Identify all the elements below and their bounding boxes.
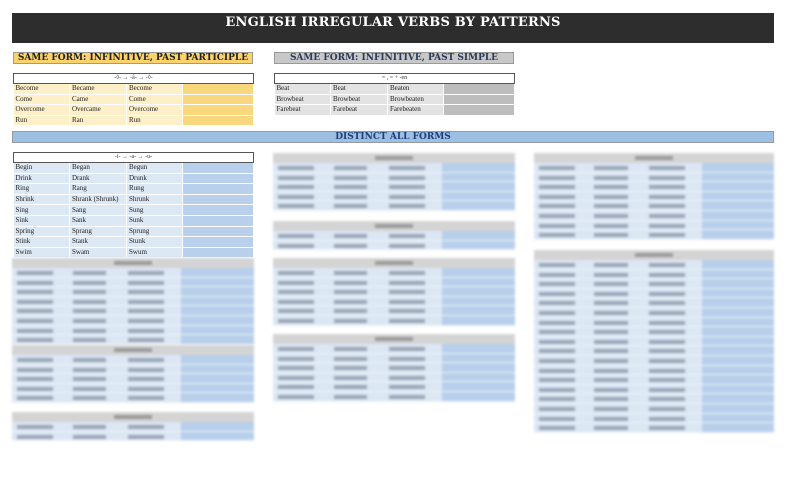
infinitive-cell: Become [14, 84, 70, 95]
past-participle-cell: Begun [127, 163, 183, 174]
blurred-table [273, 221, 515, 250]
table-row [14, 215, 254, 226]
past-simple-cell: Beat [331, 84, 388, 95]
blurred-table [12, 412, 254, 441]
past-simple-cell: Stank [70, 237, 127, 248]
past-participle-cell: Beaten [388, 84, 444, 95]
empty-cell [183, 173, 254, 184]
past-simple-cell: Overcame [70, 105, 127, 116]
empty-cell [183, 215, 254, 226]
past-simple-cell: Farebeat [331, 105, 388, 115]
blurred-row [12, 287, 254, 297]
table-row [14, 194, 254, 205]
past-participle-cell: Sprung [127, 226, 183, 237]
blurred-row [534, 394, 774, 404]
past-participle-cell: Run [127, 115, 183, 125]
past-participle-cell: Drunk [127, 173, 183, 184]
blurred-row [273, 241, 515, 251]
blurred-row [12, 306, 254, 316]
blurred-row [534, 182, 774, 192]
empty-cell [444, 94, 515, 105]
infinitive-cell: Begin [14, 163, 70, 174]
blurred-row [534, 366, 774, 376]
past-simple-cell: Shrank (Shrunk) [70, 194, 127, 205]
table-row [14, 184, 254, 195]
blurred-header [12, 258, 254, 268]
section-heading-inf-ps: SAME FORM: INFINITIVE, PAST SIMPLE [274, 52, 514, 64]
blurred-header [534, 153, 774, 163]
section-heading-inf-pp: SAME FORM: INFINITIVE, PAST PARTICIPLE [13, 52, 253, 64]
past-simple-cell: Became [70, 84, 127, 95]
blurred-header [534, 250, 774, 260]
blurred-row [273, 173, 515, 183]
past-participle-cell: Overcome [127, 105, 183, 116]
blurred-row [12, 432, 254, 442]
past-participle-cell: Sunk [127, 215, 183, 226]
empty-cell [444, 84, 515, 95]
infinitive-cell: Sink [14, 215, 70, 226]
blurred-row [12, 268, 254, 278]
past-simple-cell: Rang [70, 184, 127, 195]
blurred-row [12, 384, 254, 394]
blurred-row [273, 182, 515, 192]
past-simple-cell: Sprang [70, 226, 127, 237]
blurred-row [534, 337, 774, 347]
past-participle-cell: Shrunk [127, 194, 183, 205]
blurred-row [12, 278, 254, 288]
blurred-row [273, 316, 515, 326]
blurred-table [534, 153, 774, 240]
table-row [14, 94, 254, 105]
blurred-row [534, 201, 774, 211]
blurred-header [273, 258, 515, 268]
blurred-row [273, 163, 515, 173]
blurred-header [273, 153, 515, 163]
table-row [14, 205, 254, 216]
blurred-row [534, 221, 774, 231]
blurred-row [273, 192, 515, 202]
blurred-row [534, 318, 774, 328]
blurred-row [534, 163, 774, 173]
blurred-row [273, 306, 515, 316]
infinitive-cell: Beat [275, 84, 331, 95]
past-participle-cell: Sung [127, 205, 183, 216]
blurred-row [273, 344, 515, 354]
empty-cell [183, 194, 254, 205]
table-row [14, 84, 254, 95]
past-simple-cell: Began [70, 163, 127, 174]
infinitive-cell: Come [14, 94, 70, 105]
table-row [14, 247, 254, 257]
past-simple-cell: Sang [70, 205, 127, 216]
blurred-row [273, 287, 515, 297]
past-participle-cell: Rung [127, 184, 183, 195]
infinitive-cell: Spring [14, 226, 70, 237]
blurred-row [273, 231, 515, 241]
blurred-row [12, 374, 254, 384]
past-participle-cell: Become [127, 84, 183, 95]
blurred-row [534, 270, 774, 280]
blurred-row [273, 297, 515, 307]
table-row [14, 226, 254, 237]
empty-cell [183, 237, 254, 248]
blurred-row [273, 363, 515, 373]
table-row [14, 115, 254, 125]
blurred-row [12, 335, 254, 345]
blurred-table [273, 334, 515, 402]
blurred-header [12, 345, 254, 355]
page-title: ENGLISH IRREGULAR VERBS BY PATTERNS [12, 13, 774, 43]
blurred-row [534, 192, 774, 202]
blurred-row [534, 356, 774, 366]
infinitive-cell: Browbeat [275, 94, 331, 105]
table-row [275, 105, 515, 115]
blurred-row [534, 423, 774, 433]
section-heading-distinct: DISTINCT ALL FORMS [12, 131, 774, 143]
blurred-row [12, 355, 254, 365]
blurred-row [534, 404, 774, 414]
table-inf-pp [13, 73, 254, 125]
blurred-table [12, 345, 254, 403]
infinitive-cell: Stink [14, 237, 70, 248]
blurred-row [12, 316, 254, 326]
empty-cell [444, 105, 515, 115]
past-participle-cell: Swum [127, 247, 183, 257]
table-row [275, 84, 515, 95]
blurred-row [534, 327, 774, 337]
blurred-row [534, 385, 774, 395]
blurred-row [534, 230, 774, 240]
pattern-label: -i- → -a- → -u- [14, 153, 254, 163]
past-participle-cell: Come [127, 94, 183, 105]
blurred-row [534, 346, 774, 356]
table-row [14, 163, 254, 174]
blurred-table [12, 258, 254, 345]
table-row [14, 237, 254, 248]
blurred-row [534, 289, 774, 299]
infinitive-cell: Sing [14, 205, 70, 216]
infinitive-cell: Shrink [14, 194, 70, 205]
past-simple-cell: Drank [70, 173, 127, 184]
table-row [275, 94, 515, 105]
blurred-row [273, 268, 515, 278]
blurred-row [534, 173, 774, 183]
empty-cell [183, 226, 254, 237]
blurred-row [12, 393, 254, 403]
infinitive-cell: Ring [14, 184, 70, 195]
blurred-row [534, 260, 774, 270]
empty-cell [183, 163, 254, 174]
blurred-table [534, 250, 774, 433]
blurred-row [273, 354, 515, 364]
pattern-label: = , = + -en [275, 74, 515, 84]
blurred-row [534, 211, 774, 221]
empty-cell [183, 184, 254, 195]
past-participle-cell: Farebeaten [388, 105, 444, 115]
empty-cell [183, 105, 254, 116]
blurred-row [273, 373, 515, 383]
past-simple-cell: Ran [70, 115, 127, 125]
blurred-row [12, 326, 254, 336]
table-row [14, 173, 254, 184]
blurred-row [534, 308, 774, 318]
empty-cell [183, 84, 254, 95]
blurred-header [12, 412, 254, 422]
blurred-row [273, 392, 515, 402]
blurred-row [273, 382, 515, 392]
past-simple-cell: Swam [70, 247, 127, 257]
past-participle-cell: Stunk [127, 237, 183, 248]
table-row [14, 105, 254, 116]
blurred-row [534, 375, 774, 385]
blurred-row [12, 422, 254, 432]
infinitive-cell: Drink [14, 173, 70, 184]
blurred-row [534, 414, 774, 424]
blurred-header [273, 334, 515, 344]
table-inf-ps [274, 73, 515, 115]
past-simple-cell: Browbeat [331, 94, 388, 105]
blurred-table [273, 153, 515, 211]
past-participle-cell: Browbeaten [388, 94, 444, 105]
empty-cell [183, 115, 254, 125]
blurred-row [12, 365, 254, 375]
blurred-table [273, 258, 515, 326]
table-distinct [13, 152, 254, 257]
blurred-row [273, 201, 515, 211]
blurred-header [273, 221, 515, 231]
blurred-row [534, 298, 774, 308]
past-simple-cell: Came [70, 94, 127, 105]
past-simple-cell: Sank [70, 215, 127, 226]
empty-cell [183, 247, 254, 257]
empty-cell [183, 205, 254, 216]
infinitive-cell: Run [14, 115, 70, 125]
blurred-row [273, 278, 515, 288]
blurred-row [12, 297, 254, 307]
blurred-row [534, 279, 774, 289]
infinitive-cell: Swim [14, 247, 70, 257]
empty-cell [183, 94, 254, 105]
pattern-label: -◊- → -â- → -◊- [14, 74, 254, 84]
infinitive-cell: Overcome [14, 105, 70, 116]
infinitive-cell: Farebeat [275, 105, 331, 115]
